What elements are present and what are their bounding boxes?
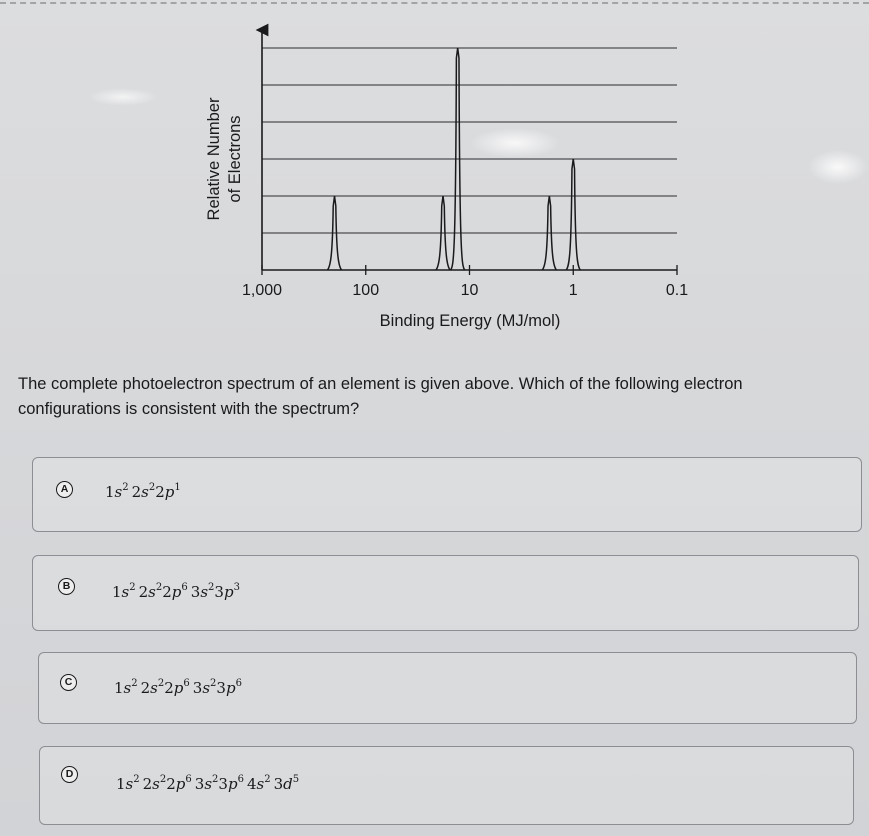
orbital-term: $3s^2$ xyxy=(190,582,215,601)
x-tick-label: 0.1 xyxy=(665,282,689,299)
x-tick-label: 10 xyxy=(460,282,479,299)
top-divider xyxy=(0,2,869,4)
photoelectron-spectrum-chart xyxy=(180,18,720,348)
orbital-term: $1s^2$ xyxy=(112,582,136,601)
option-letter-badge: D xyxy=(61,766,78,783)
orbital-term: $2s^2$ xyxy=(131,482,156,501)
electron-configuration xyxy=(105,483,181,501)
y-axis-label-line-1: Relative Number xyxy=(205,97,223,221)
orbital-term: $2p^6$ xyxy=(162,582,188,601)
orbital-term: $3p^3$ xyxy=(214,582,240,601)
spectrum-peak xyxy=(566,159,580,270)
orbital-term: $2s^2$ xyxy=(138,582,163,601)
orbital-term: $2p^6$ xyxy=(166,774,192,793)
electron-configuration xyxy=(116,775,299,793)
option-letter-badge: B xyxy=(58,578,75,595)
answer-option-a[interactable] xyxy=(32,457,862,532)
x-tick-label: 1,000 xyxy=(241,282,283,299)
answer-option-d[interactable] xyxy=(39,746,854,825)
orbital-term: $3d^5$ xyxy=(273,774,300,793)
answer-option-c[interactable] xyxy=(38,652,857,724)
screen-glare xyxy=(88,88,158,106)
orbital-term: $2s^2$ xyxy=(140,678,165,697)
orbital-term: $3s^2$ xyxy=(192,678,217,697)
option-letter-badge: A xyxy=(56,481,73,498)
orbital-term: $2p^6$ xyxy=(164,678,190,697)
electron-configuration xyxy=(114,679,242,697)
electron-configuration xyxy=(112,583,240,601)
y-axis-label-line-2: of Electrons xyxy=(226,115,244,203)
question-text: The complete photoelectron spectrum of an element is given above. Which of the following electron configurations is consistent with the spectrum? xyxy=(18,375,743,418)
orbital-term: $3p^6$ xyxy=(216,678,242,697)
orbital-term: $2p^1$ xyxy=(155,482,181,501)
answer-option-b[interactable] xyxy=(32,555,859,631)
option-letter-badge: C xyxy=(60,674,77,691)
orbital-term: $4s^2$ xyxy=(246,774,271,793)
screen-glare xyxy=(808,150,868,184)
orbital-term: $1s^2$ xyxy=(114,678,138,697)
x-tick-label: 1 xyxy=(568,282,578,299)
x-tick-label: 100 xyxy=(352,282,380,299)
orbital-term: $2s^2$ xyxy=(142,774,167,793)
orbital-term: $3p^6$ xyxy=(218,774,244,793)
x-axis-label: Binding Energy (MJ/mol) xyxy=(379,312,561,330)
orbital-term: $3s^2$ xyxy=(194,774,219,793)
orbital-term: $1s^2$ xyxy=(116,774,140,793)
orbital-term: $1s^2$ xyxy=(105,482,129,501)
